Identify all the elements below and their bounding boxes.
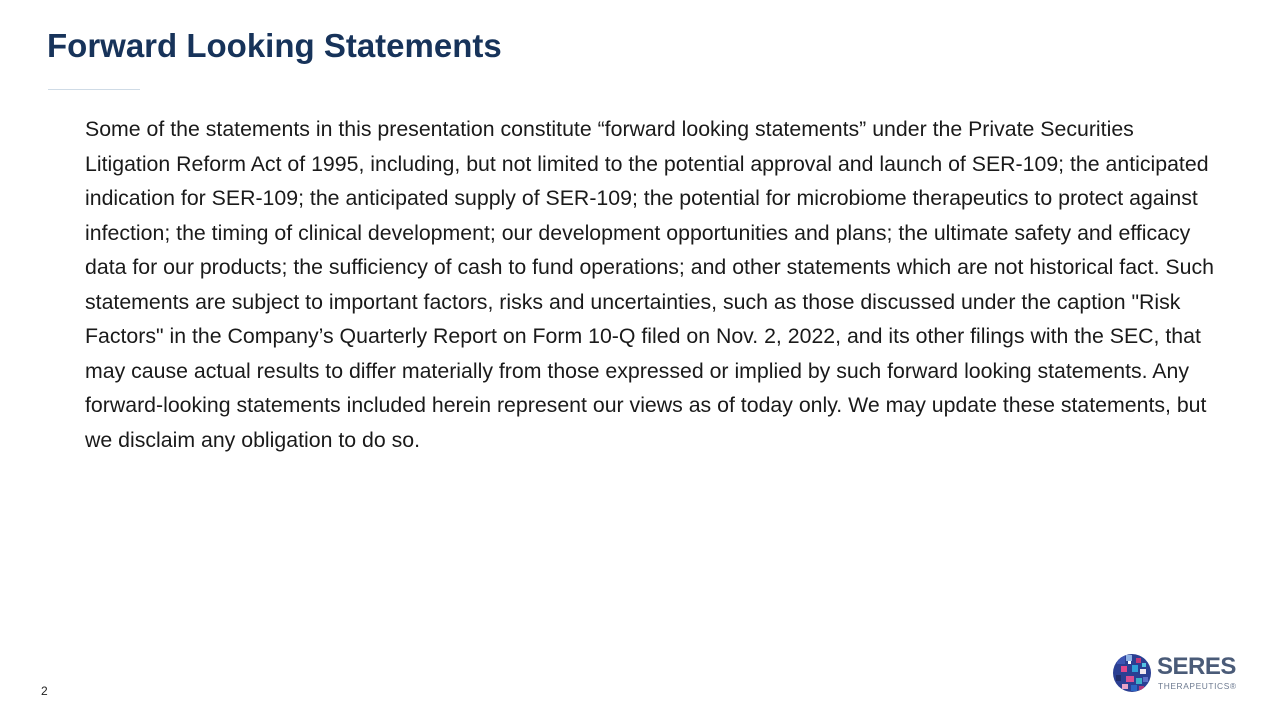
seres-logo xyxy=(1112,650,1237,696)
seres-mosaic-globe-icon xyxy=(1112,650,1156,696)
title-divider xyxy=(48,89,140,90)
logo-tagline: THERAPEUTICS® xyxy=(1158,681,1237,691)
slide-title: Forward Looking Statements xyxy=(47,27,502,64)
page-number: 2 xyxy=(41,684,48,698)
logo-wordmark: SERES xyxy=(1157,653,1236,680)
forward-looking-statement-text: Some of the statements in this presentation constitute “forward looking statements” under the Private Securities Litigation Reform Act of 1995, including, but not limited to the potential approval and launch of SER-109; the anticipated indication for SER-109; the anticipated supply of SER-109; the potential for microbiome therapeutics to protect against infection; the timing of clinical development; our development opportunities and plans; the ultimate safety and efficacy data for our products; the sufficiency of cash to fund operations; and other statements which are not historical fact. Such statements are subject to important factors, risks and uncertainties, such as those discussed under the caption "Risk Factors" in the Company’s Quarterly Report on Form 10-Q filed on Nov. 2, 2022, and its other filings with the SEC, that may cause actual results to differ materially from those expressed or implied by such forward looking statements. Any forward-looking statements included herein represent our views as of today only. We may update these statements, but we disclaim any obligation to do so. xyxy=(85,117,1214,452)
